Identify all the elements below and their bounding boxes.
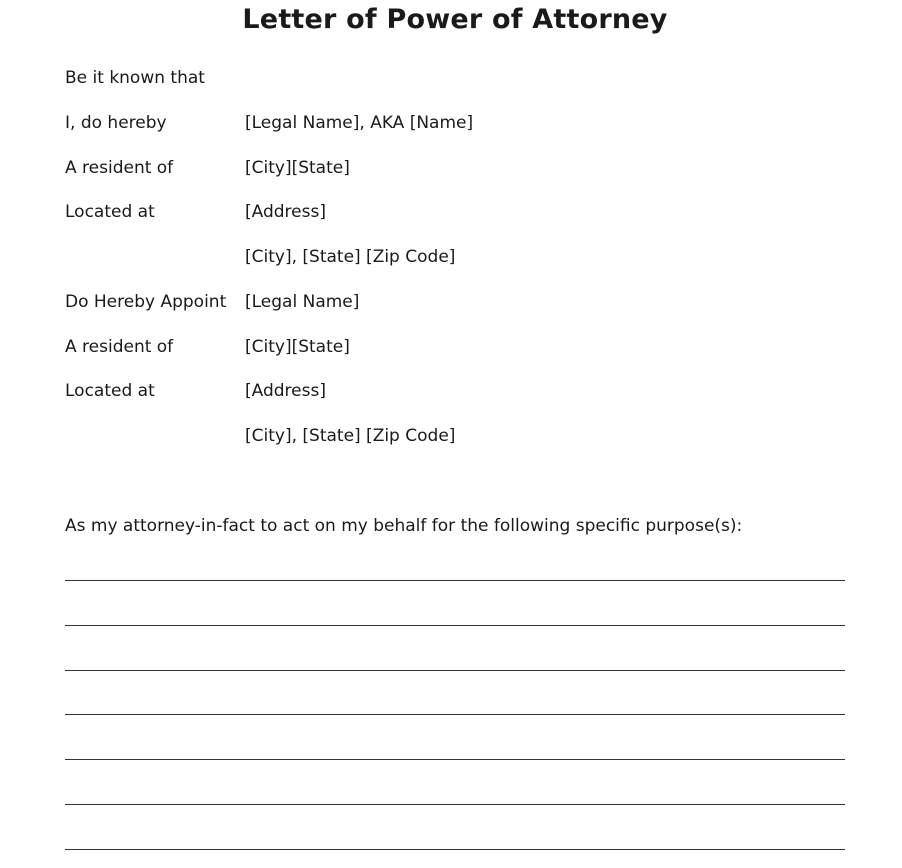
- document-title: Letter of Power of Attorney: [242, 4, 668, 35]
- agent-located-label: Located at: [65, 381, 155, 401]
- principal-address-field[interactable]: [Address]: [245, 202, 326, 222]
- purpose-blank-line[interactable]: [65, 625, 845, 626]
- purpose-blank-line[interactable]: [65, 804, 845, 805]
- principal-located-label: Located at: [65, 202, 155, 222]
- purpose-blank-line[interactable]: [65, 580, 845, 581]
- purpose-blank-line[interactable]: [65, 759, 845, 760]
- principal-name-field[interactable]: [Legal Name], AKA [Name]: [245, 113, 474, 133]
- purpose-text: As my attorney-in-fact to act on my behalf for the following specific purpose(s):: [65, 516, 743, 536]
- principal-resident-field[interactable]: [City][State]: [245, 158, 350, 178]
- purpose-blank-line[interactable]: [65, 670, 845, 671]
- agent-address-field[interactable]: [Address]: [245, 381, 326, 401]
- principal-name-label: I, do hereby: [65, 113, 167, 133]
- purpose-blank-line[interactable]: [65, 714, 845, 715]
- agent-resident-field[interactable]: [City][State]: [245, 337, 350, 357]
- principal-resident-label: A resident of: [65, 158, 174, 178]
- agent-appoint-label: Do Hereby Appoint: [65, 292, 227, 312]
- purpose-blank-line[interactable]: [65, 849, 845, 850]
- intro-text: Be it known that: [65, 68, 205, 88]
- agent-city-state-zip-field[interactable]: [City], [State] [Zip Code]: [245, 426, 456, 446]
- agent-resident-label: A resident of: [65, 337, 174, 357]
- agent-name-field[interactable]: [Legal Name]: [245, 292, 360, 312]
- principal-city-state-zip-field[interactable]: [City], [State] [Zip Code]: [245, 247, 456, 267]
